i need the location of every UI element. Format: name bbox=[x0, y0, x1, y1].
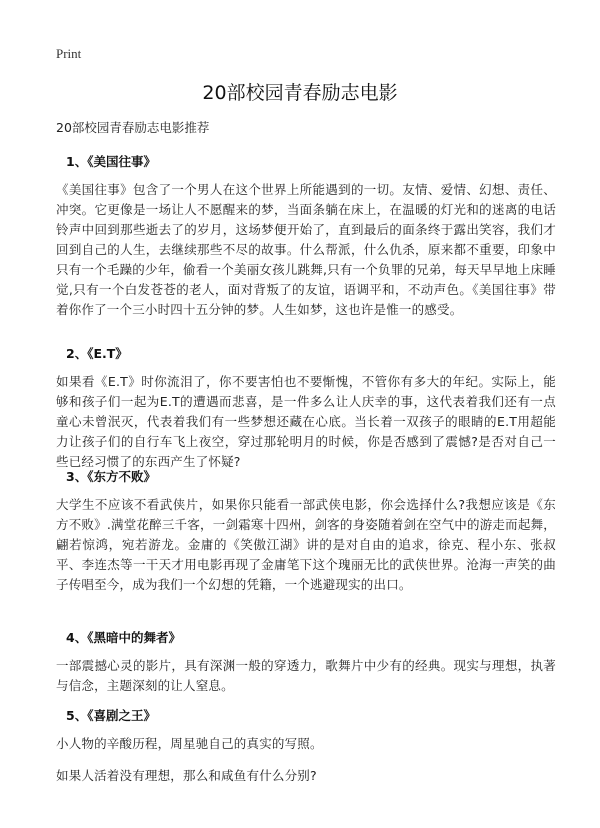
section-heading-4: 4、《黑暗中的舞者》 bbox=[66, 630, 181, 645]
section-paragraph-2: 如果看《E.T》时你流泪了，你不要害怕也不要惭愧，不管你有多大的年纪。实际上，能够和孩子们一起为E.T的遭遇而悲喜，是一件多么让人庆幸的事，这代表着我们还有一点童心未曾泯灭，代表着我们有一些梦想还藏在心底。当长着一双孩子的眼睛的E.T用超能力让孩子们的自行车飞上夜空，穿过那轮明月的时候，你是否感到了震憾?是否对自己一些已经习惯了的东西产生了怀疑? bbox=[56, 374, 556, 469]
section-heading-5: 5、《喜剧之王》 bbox=[66, 708, 156, 723]
section-paragraph-3: 大学生不应该不看武侠片，如果你只能看一部武侠电影，你会选择什么?我想应该是《东方不败》.满堂花醉三千客，一剑霜寒十四州，剑客的身姿随着剑在空气中的游走而起舞，翩若惊鸿，宛若游龙。金庸的《笑傲江湖》讲的是对自由的追求，徐克、程小东、张叔平、李连杰等一干天才用电影再现了金庸笔下这个瑰丽无比的武侠世界。沧海一声笑的曲子传唱至今，成为我们一个幻想的凭籍，一个逃避现实的出口。 bbox=[56, 497, 556, 592]
section-heading-2: 2、《E.T》 bbox=[66, 346, 128, 361]
section-paragraph-5a: 小人物的辛酸历程，周星驰自己的真实的写照。 bbox=[56, 736, 323, 751]
section-heading-1: 1、《美国往事》 bbox=[66, 154, 156, 169]
section-heading-3: 3、《东方不败》 bbox=[66, 469, 156, 484]
print-label[interactable]: Print bbox=[56, 46, 82, 61]
page-title: 20部校园青春励志电影 bbox=[202, 82, 398, 104]
section-paragraph-5b: 如果人活着没有理想，那么和咸鱼有什么分别? bbox=[56, 768, 317, 783]
section-paragraph-1: 《美国往事》包含了一个男人在这个世界上所能遇到的一切。友情、爱情、幻想、责任、冲突。它更像是一场让人不愿醒来的梦，当面条躺在床上，在温暖的灯光和的迷离的电话铃声中回到那些逝去了的岁月，这场梦便开始了，直到最后的面条终于露出笑容，我们才回到自己的人生，去继续那些不尽的故事。什么帮派，什么仇杀，原来都不重要，印象中只有一个毛躁的少年，偷看一个美丽女孩儿跳舞,只有一个负罪的兄弟，每天早早地上床睡觉,只有一个白发苍苍的老人，面对背叛了的友谊，语调平和，不动声色。《美国往事》带着你作了一个三小时四十五分钟的梦。人生如梦，这也许是惟一的感受。 bbox=[56, 182, 556, 317]
subtitle: 20部校园青春励志电影推荐 bbox=[56, 120, 210, 135]
section-paragraph-4: 一部震撼心灵的影片，具有深渊一般的穿透力，歌舞片中少有的经典。现实与理想，执著与信念，主题深刻的让人窒息。 bbox=[56, 658, 556, 693]
